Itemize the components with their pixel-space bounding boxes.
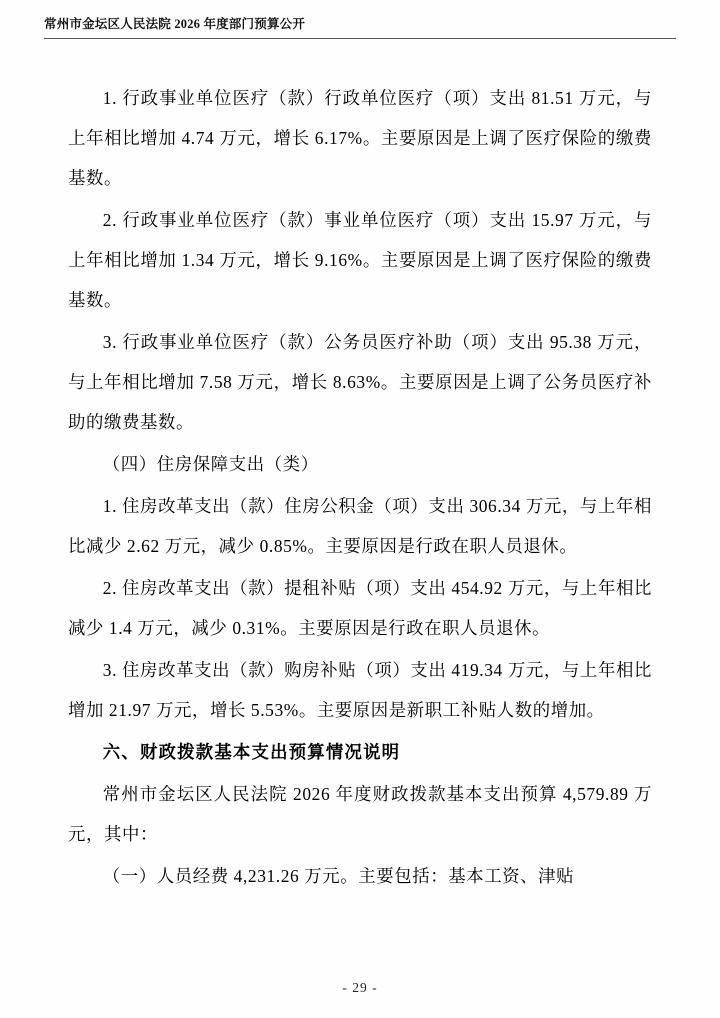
paragraph: 2. 行政事业单位医疗（款）事业单位医疗（项）支出 15.97 万元，与上年相比增加 1.34 万元，增长 9.16%。主要原因是上调了医疗保险的缴费基数。: [68, 210, 652, 310]
page-number: - 29 -: [342, 980, 378, 995]
page-header: 常州市金坛区人民法院 2026 年度部门预算公开: [44, 17, 306, 31]
paragraph: 1. 行政事业单位医疗（款）行政单位医疗（项）支出 81.51 万元，与上年相比增加 4.74 万元，增长 6.17%。主要原因是上调了医疗保险的缴费基数。: [68, 88, 652, 188]
paragraph: 3. 行政事业单位医疗（款）公务员医疗补助（项）支出 95.38 万元，与上年相比增加 7.58 万元，增长 8.63%。主要原因是上调了公务员医疗补助的缴费基数。: [68, 332, 652, 432]
paragraph: （四）住房保障支出（类）: [102, 454, 319, 474]
paragraph: 2. 住房改革支出（款）提租补贴（项）支出 454.92 万元，与上年相比减少 1.4 万元，减少 0.31%。主要原因是行政在职人员退休。: [68, 578, 652, 638]
page-body: [68, 78, 652, 898]
section-heading: 六、财政拨款基本支出预算情况说明: [102, 742, 401, 762]
paragraph: （一）人员经费 4,231.26 万元。主要包括：基本工资、津贴: [102, 866, 575, 886]
paragraph: 常州市金坛区人民法院 2026 年度财政拨款基本支出预算 4,579.89 万元，其中：: [68, 784, 652, 844]
paragraph: 1. 住房改革支出（款）住房公积金（项）支出 306.34 万元，与上年相比减少 2.62 万元，减少 0.85%。主要原因是行政在职人员退休。: [68, 496, 652, 556]
paragraph: 3. 住房改革支出（款）购房补贴（项）支出 419.34 万元，与上年相比增加 21.97 万元，增长 5.53%。主要原因是新职工补贴人数的增加。: [68, 660, 652, 720]
header-divider: [44, 38, 676, 39]
